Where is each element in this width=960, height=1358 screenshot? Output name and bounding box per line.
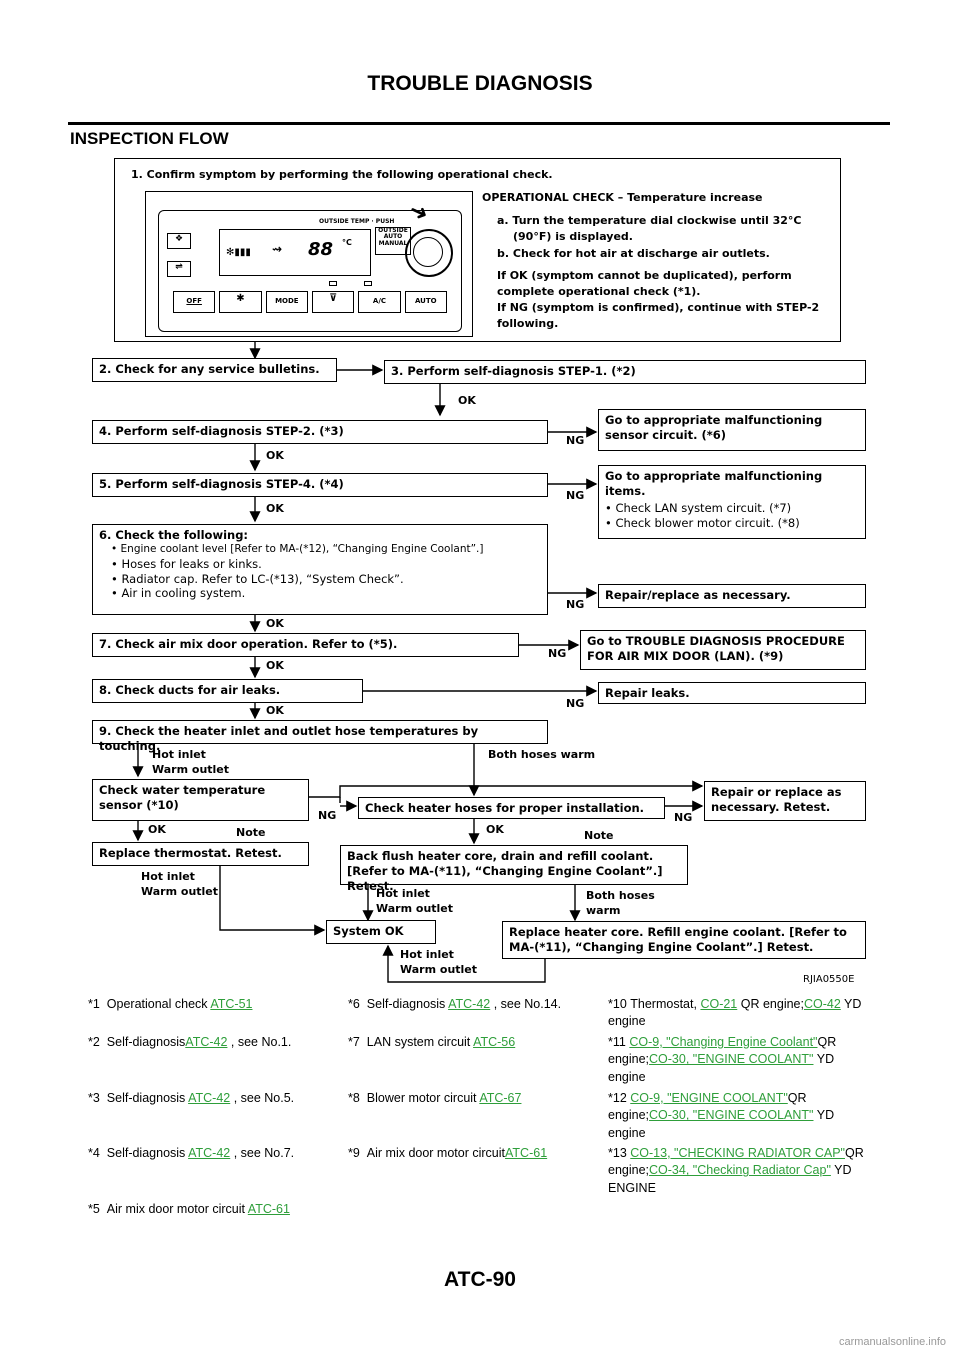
indicator-light	[329, 281, 337, 286]
ng-label-7: NG	[548, 647, 567, 660]
step8-box: 8. Check ducts for air leaks.	[92, 679, 363, 703]
check-ng-2: following.	[497, 317, 559, 330]
step5-box: 5. Perform self-diagnosis STEP-4. (*4)	[92, 473, 548, 497]
footnote-link[interactable]: CO-42	[803, 997, 841, 1011]
vent-icon: ❖	[167, 233, 191, 249]
warm-outlet-label-3: Warm outlet	[376, 902, 454, 915]
footnote-link[interactable]: CO-9, "ENGINE COOLANT"	[630, 1091, 788, 1105]
footnote-num: *1	[88, 997, 100, 1011]
footnote-link[interactable]: CO-21	[700, 997, 738, 1011]
footnote-num: *3	[88, 1091, 100, 1105]
page-title: TROUBLE DIAGNOSIS	[367, 72, 593, 95]
footnote-tail: , see No.1.	[227, 1035, 292, 1049]
note-label-2: Note	[584, 829, 614, 842]
warm-outlet-label-2: Warm outlet	[141, 885, 219, 898]
step6-item2: • Hoses for leaks or kinks.	[111, 556, 262, 571]
footnote-12	[608, 1090, 870, 1142]
hot-inlet-label-4: Hot inlet	[400, 948, 454, 961]
ok-label-4: OK	[266, 449, 284, 462]
footnote-link[interactable]: ATC-42	[185, 1035, 228, 1049]
footnote-num: *5	[88, 1202, 100, 1216]
hot-inlet-label-3: Hot inlet	[376, 887, 430, 900]
ok-label-7: OK	[266, 659, 284, 672]
mode-icon: ⇝	[272, 242, 283, 256]
footnote-text: Air mix door motor circuit	[366, 1146, 506, 1160]
outside-label: OUTSIDE	[378, 227, 408, 234]
footnote-text: LAN system circuit	[366, 1035, 474, 1049]
footnote-link[interactable]: ATC-56	[473, 1035, 516, 1049]
check-sensor-box: Check water temperature sensor (*10)	[92, 779, 309, 821]
footnote-num: *2	[88, 1035, 100, 1049]
outside-temp-label: OUTSIDE TEMP · PUSH	[319, 218, 395, 225]
step3-box: 3. Perform self-diagnosis STEP-1. (*2)	[384, 360, 866, 384]
step6-ng-box: Repair/replace as necessary.	[598, 584, 866, 608]
step6-item4: • Air in cooling system.	[111, 586, 246, 601]
ng-label-5: NG	[566, 489, 585, 502]
footnote-mid: QR engine;	[608, 1146, 864, 1178]
footnote-num: *6	[348, 997, 360, 1011]
check-ok-1: If OK (symptom cannot be duplicated), perform	[497, 269, 792, 282]
footnote-11	[608, 1034, 870, 1086]
footnote-text: Self-diagnosis	[366, 997, 449, 1011]
ng-label-8: NG	[566, 697, 585, 710]
footnote-6	[348, 996, 561, 1013]
ac-label: A/C	[372, 297, 387, 305]
footnote-10	[608, 996, 870, 1031]
ng-label-hoses: NG	[674, 811, 693, 824]
ok-label-5: OK	[266, 502, 284, 515]
footnote-text: Self-diagnosis	[106, 1091, 189, 1105]
step1-title: 1. Confirm symptom by performing the following operational check.	[131, 168, 553, 181]
check-hoses-box: Check heater hoses for proper installation.	[358, 797, 665, 819]
indicator-light	[364, 281, 372, 286]
auto-label: AUTO	[383, 233, 403, 241]
check-title: OPERATIONAL CHECK – Temperature increase	[482, 191, 763, 204]
footnote-num: *11	[608, 1035, 626, 1049]
footnote-num: *10	[608, 997, 627, 1011]
defrost-button: ⊽	[312, 291, 354, 313]
footnote-9	[348, 1145, 547, 1162]
footnote-tail: , see No.7.	[230, 1146, 295, 1160]
off-button	[173, 291, 215, 313]
footnote-1	[88, 996, 252, 1013]
figure-id: RJIA0550E	[803, 974, 855, 985]
auto-button-label: AUTO	[414, 297, 437, 305]
warm-outlet-label-1: Warm outlet	[152, 763, 230, 776]
step1-box	[114, 158, 841, 342]
ok-label-sensor: OK	[148, 823, 166, 836]
footnote-num: *13	[608, 1146, 627, 1160]
auto-button	[405, 291, 447, 313]
footnote-link[interactable]: CO-34, "Checking Radiator Cap"	[649, 1163, 831, 1178]
warm-label: warm	[586, 904, 621, 917]
footnote-num: *9	[348, 1146, 360, 1160]
check-ok-2: complete operational check (*1).	[497, 285, 701, 298]
footnote-mid: QR engine;	[608, 1035, 837, 1067]
footnote-text: Self-diagnosis	[106, 1035, 186, 1049]
step4-ng-box: Go to appropriate malfunctioning sensor circuit. (*6)	[598, 409, 866, 451]
display-unit: °C	[342, 238, 352, 247]
step5-ng-title: Go to appropriate malfunctioning items.	[605, 469, 823, 498]
footnote-tail: , see No.14.	[490, 997, 562, 1011]
temperature-dial	[405, 229, 453, 277]
display-value: 88	[308, 239, 334, 260]
footnote-link[interactable]: CO-30, "ENGINE COOLANT"	[649, 1052, 814, 1067]
system-ok-box: System OK	[326, 920, 436, 944]
footnote-13	[608, 1145, 870, 1197]
footnote-tail: YD engine	[608, 1052, 835, 1084]
step4-box: 4. Perform self-diagnosis STEP-2. (*3)	[92, 420, 548, 444]
footnote-link[interactable]: ATC-61	[247, 1202, 290, 1216]
panel-face	[158, 197, 462, 332]
footnote-num: *7	[348, 1035, 360, 1049]
footnote-7	[348, 1034, 515, 1051]
footnote-tail: , see No.5.	[230, 1091, 295, 1105]
fan-icon: ✻▮▮▮	[226, 247, 251, 258]
step5-ng-box	[598, 465, 866, 539]
ng-label-sensor: NG	[318, 809, 337, 822]
step7-ng-box: Go to TROUBLE DIAGNOSIS PROCEDURE FOR AIR MIX DOOR (LAN). (*9)	[580, 630, 866, 670]
ok-label-6: OK	[266, 617, 284, 630]
back-flush-box: Back flush heater core, drain and refill coolant. [Refer to MA-(*11), “Changing Engine Coolant”.] Retest.	[340, 845, 688, 885]
footnote-tail: YD engine	[608, 1108, 835, 1140]
replace-thermostat-box: Replace thermostat. Retest.	[92, 842, 309, 866]
both-hoses-label: Both hoses	[586, 889, 655, 902]
step6-title: 6. Check the following:	[99, 528, 249, 542]
step8-ng-box: Repair leaks.	[598, 682, 866, 704]
footnote-text: Self-diagnosis	[106, 1146, 189, 1160]
warm-outlet-label-4: Warm outlet	[400, 963, 478, 976]
step6-item1: • Engine coolant level [Refer to MA-(*12), “Changing Engine Coolant”.]	[111, 542, 484, 555]
footnote-text: Operational check	[106, 997, 211, 1011]
footnote-text: Blower motor circuit	[366, 1091, 480, 1105]
footnote-tail: YD ENGINE	[608, 1163, 852, 1195]
ac-button	[358, 291, 400, 313]
footnote-link[interactable]: ATC-42	[188, 1146, 231, 1160]
manual-label: MANUAL	[378, 239, 408, 247]
ok-label-3: OK	[458, 394, 476, 407]
car-icon: ⇌	[167, 261, 191, 277]
footnote-mid: QR engine;	[608, 1091, 807, 1123]
footnote-link[interactable]: ATC-42	[448, 997, 491, 1011]
footnote-5	[88, 1201, 290, 1218]
climate-control-panel	[145, 191, 473, 337]
off-label: OFF	[186, 297, 202, 305]
footnote-link[interactable]: ATC-42	[188, 1091, 231, 1105]
footnote-8	[348, 1090, 521, 1107]
ok-label-hoses: OK	[486, 823, 504, 836]
footnote-link[interactable]: CO-30, "ENGINE COOLANT"	[649, 1108, 814, 1123]
footnote-link[interactable]: ATC-51	[210, 997, 253, 1011]
step5-ng-item1: • Check LAN system circuit. (*7)	[605, 500, 792, 515]
watermark: carmanualsonline.info	[838, 1336, 946, 1348]
footnote-num: *8	[348, 1091, 360, 1105]
ok-label-8: OK	[266, 704, 284, 717]
step2-box: 2. Check for any service bulletins.	[92, 358, 337, 382]
check-ng-1: If NG (symptom is confirmed), continue with STEP-2	[497, 301, 820, 314]
check-step-a2: (90°F) is displayed.	[513, 230, 633, 243]
step6-item3: • Radiator cap. Refer to LC-(*13), “System Check”.	[111, 571, 404, 586]
footnote-num: *4	[88, 1146, 100, 1160]
check-step-b: b. Check for hot air at discharge air outlets.	[497, 247, 770, 260]
footnote-mid: QR engine;	[737, 997, 804, 1011]
footnote-text: Air mix door motor circuit	[106, 1202, 248, 1216]
ng-label-4: NG	[566, 434, 585, 447]
replace-core-box: Replace heater core. Refill engine coolant. [Refer to MA-(*11), “Changing Engine Coolant”.] Retest.	[502, 921, 866, 959]
footnote-link[interactable]: CO-13, "CHECKING RADIATOR CAP"	[630, 1146, 845, 1160]
ng-label-6: NG	[566, 598, 585, 611]
footnote-link[interactable]: ATC-61	[505, 1146, 548, 1160]
footnote-num: *12	[608, 1091, 627, 1105]
footnote-link[interactable]: ATC-67	[479, 1091, 522, 1105]
step5-ng-item2: • Check blower motor circuit. (*8)	[605, 515, 800, 530]
footnote-text: Thermostat,	[630, 997, 701, 1011]
mode-button	[266, 291, 308, 313]
hot-inlet-label-1: Hot inlet	[152, 748, 206, 761]
step6-box	[92, 524, 548, 615]
both-hoses-warm-label: Both hoses warm	[488, 748, 596, 761]
page-number: ATC-90	[444, 1268, 516, 1291]
hot-inlet-label-2: Hot inlet	[141, 870, 195, 883]
footnote-tail: YD engine	[608, 997, 862, 1029]
section-title: INSPECTION FLOW	[70, 129, 229, 148]
check-step-a1: a. Turn the temperature dial clockwise until 32°C	[497, 214, 802, 227]
note-label-1: Note	[236, 826, 266, 839]
lcd-display	[219, 229, 371, 276]
repair-retest-box: Repair or replace as necessary. Retest.	[704, 781, 866, 821]
step7-box: 7. Check air mix door operation. Refer to (*5).	[92, 633, 519, 657]
footnote-link[interactable]: CO-9, "Changing Engine Coolant"	[629, 1035, 818, 1049]
rotate-arrow-icon: ➜	[404, 197, 433, 228]
fan-button: ✱	[219, 291, 261, 313]
button-row	[173, 291, 447, 313]
footnote-2	[88, 1034, 291, 1051]
step9-box: 9. Check the heater inlet and outlet hose temperatures by touching.	[92, 720, 548, 744]
footnote-4	[88, 1145, 294, 1162]
mode-label: MODE	[275, 297, 299, 305]
footnote-3	[88, 1090, 294, 1107]
